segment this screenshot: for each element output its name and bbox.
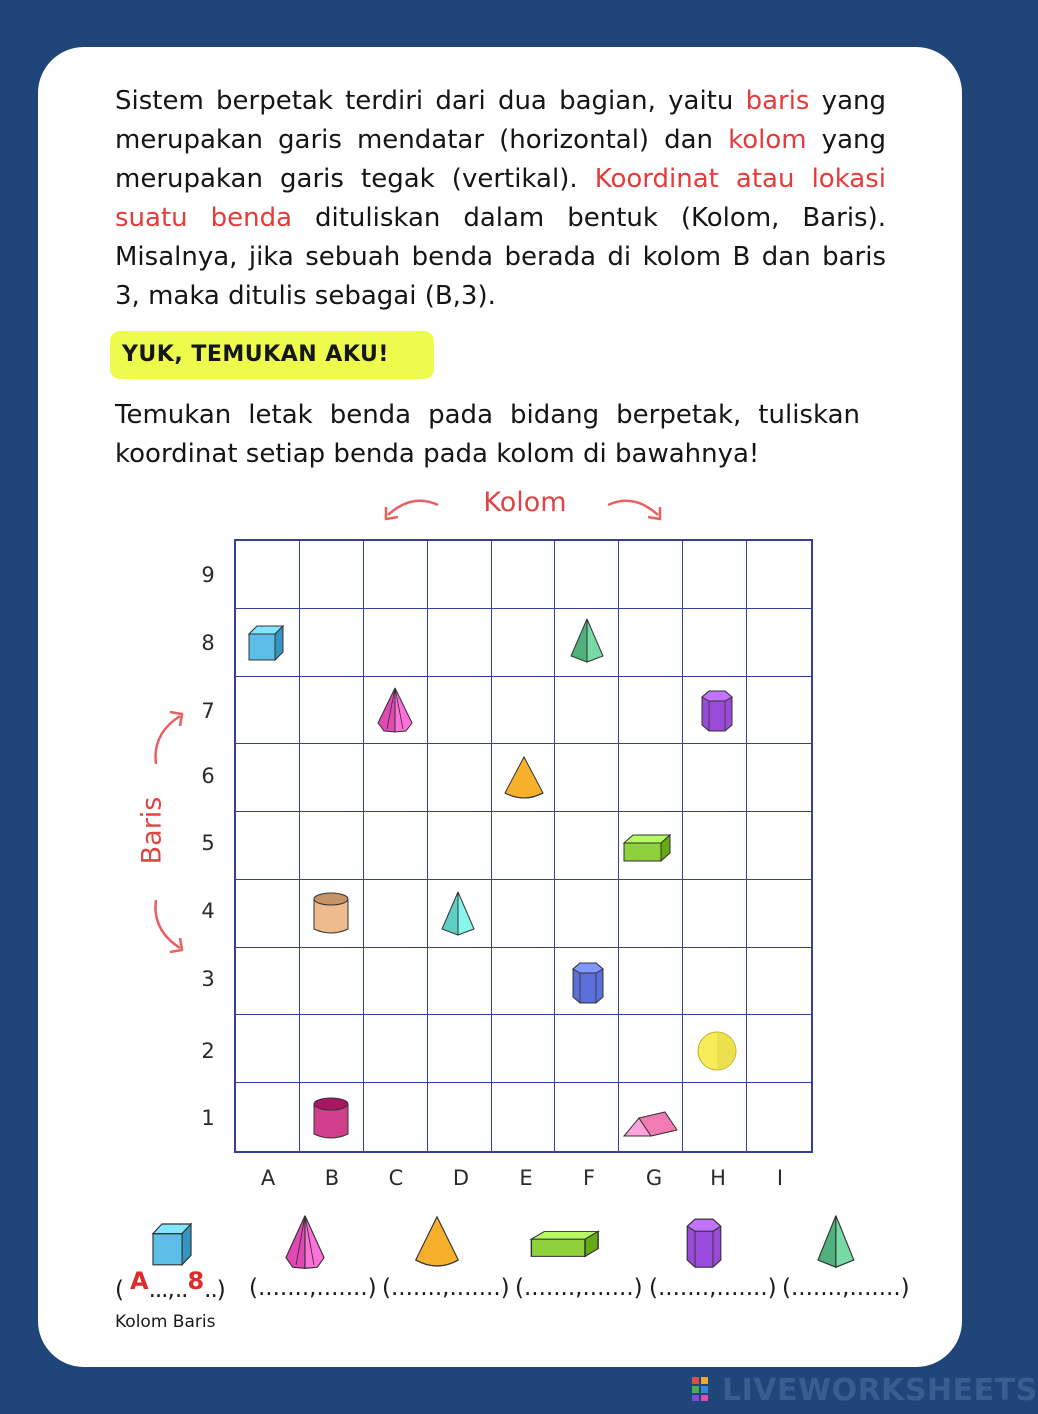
legend-hexagonal-pyramid-icon (277, 1212, 333, 1272)
grid-cell (555, 677, 619, 745)
grid-cell (492, 812, 556, 880)
grid-cell (364, 744, 428, 812)
column-tick: H (710, 1166, 726, 1190)
grid-cell (747, 880, 811, 948)
grid-cell (492, 880, 556, 948)
liveworksheets-watermark: LIVEWORKSHEETS (722, 1373, 1038, 1408)
grid-cell (747, 812, 811, 880)
answer-slot-hexagonal-prism[interactable]: (.......,.......) (649, 1275, 777, 1301)
grid-cell (492, 677, 556, 745)
grid-cell (619, 744, 683, 812)
grid-cell (428, 1015, 492, 1083)
grid-cell (747, 948, 811, 1016)
column-tick: G (645, 1166, 663, 1190)
grid-cell (492, 1015, 556, 1083)
intro-paragraph (115, 82, 886, 316)
row-tick: 8 (201, 631, 215, 655)
grid-cell (364, 609, 428, 677)
pyramid-icon (434, 889, 484, 939)
answer-key-label: Kolom Baris (115, 1312, 216, 1332)
grid-cell (364, 880, 428, 948)
grid-cell (236, 677, 300, 745)
grid-cell (236, 744, 300, 812)
grid-cell (619, 609, 683, 677)
rectangular-prism-icon (621, 821, 683, 871)
legend-hexagonal-prism-icon (676, 1212, 732, 1272)
row-tick: 5 (201, 831, 215, 855)
liveworksheets-logo-icon (692, 1377, 718, 1401)
cone-icon (499, 753, 549, 803)
grid-cell (683, 812, 747, 880)
grid-cell (236, 541, 300, 609)
grid-cell (492, 541, 556, 609)
column-tick: F (582, 1166, 596, 1190)
grid-cell (300, 677, 364, 745)
grid-cell (619, 1015, 683, 1083)
grid-cell (364, 1015, 428, 1083)
grid-cell (619, 948, 683, 1016)
grid-cell (236, 1015, 300, 1083)
activity-badge: YUK, TEMUKAN AKU! (110, 331, 434, 379)
grid-cell (364, 541, 428, 609)
column-tick: I (776, 1166, 784, 1190)
grid-cell (555, 812, 619, 880)
grid-cell (364, 1083, 428, 1151)
row-tick: 4 (201, 899, 215, 923)
row-tick: 6 (201, 764, 215, 788)
hexagonal-pyramid-icon (370, 685, 420, 735)
grid-cell (555, 1083, 619, 1151)
legend-rectangular-prism-icon (527, 1218, 617, 1266)
column-tick: C (388, 1166, 404, 1190)
row-tick: 9 (201, 563, 215, 587)
legend-pyramid-icon (809, 1212, 865, 1272)
right-curved-arrow-icon (602, 495, 668, 527)
grid-cell (428, 1083, 492, 1151)
grid-cell (619, 880, 683, 948)
legend-cone-icon (409, 1212, 465, 1272)
grid-cell (428, 609, 492, 677)
grid-cell (428, 677, 492, 745)
grid-cell (619, 541, 683, 609)
grid-cell (236, 1083, 300, 1151)
intro-highlight-baris: baris (745, 86, 810, 116)
answer-slot-cube: ( A...,..8..) (115, 1267, 226, 1303)
intro-highlight-kolom: kolom (728, 125, 807, 155)
hexagonal-prism-icon (563, 957, 613, 1007)
grid-cell (747, 677, 811, 745)
intro-text-4: dituliskan dalam bentuk (Kolom, Baris). Misalnya, jika sebuah benda berada di kolom B dan baris 3, maka ditulis sebagai (B,3). (115, 203, 886, 311)
answer-row-value[interactable]: 8 (187, 1267, 205, 1295)
cylinder-icon (306, 1094, 356, 1144)
column-tick: D (452, 1166, 470, 1190)
grid-cell (236, 880, 300, 948)
left-curved-arrow-icon (378, 495, 444, 527)
column-tick: E (519, 1166, 533, 1190)
column-tick: B (324, 1166, 340, 1190)
row-tick: 1 (201, 1106, 215, 1130)
cylinder-icon (306, 889, 356, 939)
triangular-prism-icon (621, 1094, 683, 1144)
instruction-text: Temukan letak benda pada bidang berpetak, tuliskan koordinat setiap benda pada kolom di bawahnya! (115, 400, 860, 469)
cube-icon (241, 616, 291, 666)
grid-cell (300, 812, 364, 880)
grid-cell (236, 948, 300, 1016)
grid-cell (492, 948, 556, 1016)
column-tick: A (260, 1166, 276, 1190)
row-tick: 2 (201, 1039, 215, 1063)
column-axis-label: Kolom (483, 487, 567, 518)
grid-cell (555, 744, 619, 812)
grid-cell (683, 744, 747, 812)
intro-text-1: Sistem berpetak terdiri dari dua bagian, yaitu (115, 86, 746, 116)
grid-cell (747, 744, 811, 812)
grid-cell (300, 541, 364, 609)
hexagonal-prism-icon (692, 685, 742, 735)
up-curved-arrow-icon (146, 706, 190, 768)
grid-cell (492, 609, 556, 677)
grid-cell (683, 541, 747, 609)
grid-cell (555, 1015, 619, 1083)
grid-cell (428, 541, 492, 609)
grid-cell (300, 1015, 364, 1083)
row-axis-label: Baris (136, 796, 168, 865)
answer-slot-cone[interactable]: (.......,.......) (382, 1275, 510, 1301)
row-tick: 7 (201, 699, 215, 723)
grid-cell (300, 744, 364, 812)
grid-cell (428, 744, 492, 812)
grid-cell (364, 948, 428, 1016)
grid-cell (428, 812, 492, 880)
pyramid-icon (563, 616, 613, 666)
answer-slot-rectangular-prism[interactable]: (.......,.......) (515, 1275, 643, 1301)
legend-cube-icon (144, 1212, 200, 1272)
grid-cell (428, 948, 492, 1016)
grid-cell (683, 609, 747, 677)
grid-cell (300, 609, 364, 677)
grid-cell (236, 812, 300, 880)
grid-cell (619, 677, 683, 745)
grid-cell (683, 1083, 747, 1151)
grid-cell (364, 812, 428, 880)
answer-column-value[interactable]: A (129, 1267, 149, 1295)
intro-highlight-koordinat: Koordinat atau lokasi suatu benda (115, 164, 886, 233)
grid-cell (683, 948, 747, 1016)
grid-cell (555, 880, 619, 948)
answer-slot-pyramid[interactable]: (.......,.......) (782, 1275, 910, 1301)
answer-slot-hexagonal-pyramid[interactable]: (.......,.......) (249, 1275, 377, 1301)
grid-cell (747, 541, 811, 609)
sphere-icon (692, 1026, 742, 1076)
row-tick: 3 (201, 967, 215, 991)
down-curved-arrow-icon (146, 896, 190, 958)
grid-cell (747, 1015, 811, 1083)
intro-text-2: yang merupakan garis mendatar (horizontal) dan (115, 86, 886, 155)
grid-cell (747, 1083, 811, 1151)
grid-cell (492, 1083, 556, 1151)
grid-cell (555, 541, 619, 609)
grid-cell (683, 880, 747, 948)
grid-cell (300, 948, 364, 1016)
intro-text-3: yang merupakan garis tegak (vertikal). (115, 125, 886, 194)
grid-cell (747, 609, 811, 677)
